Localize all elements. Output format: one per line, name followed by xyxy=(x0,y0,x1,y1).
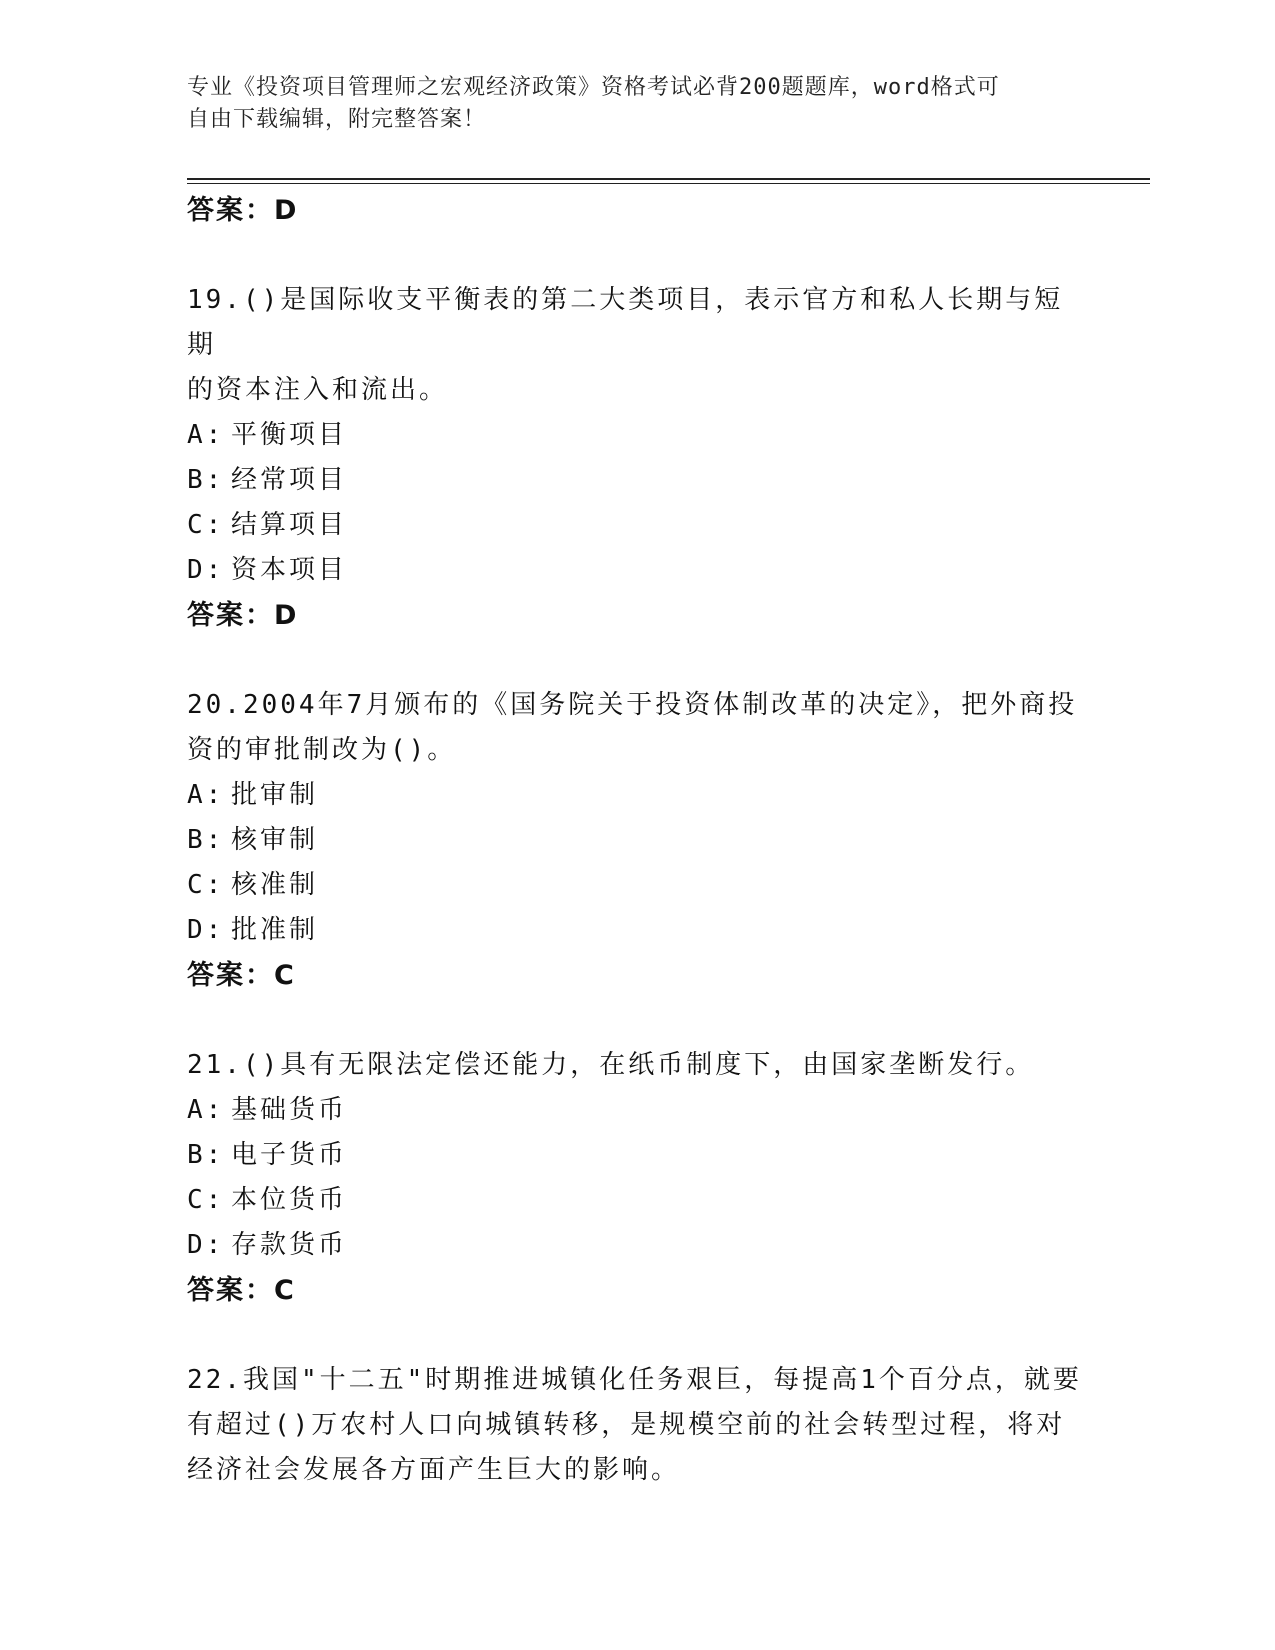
spacer xyxy=(187,233,1087,278)
option-letter: B: xyxy=(187,825,225,855)
header-divider-thin xyxy=(187,183,1150,184)
question-text xyxy=(187,683,1087,773)
question-text-line: 20.2004年7月颁布的《国务院关于投资体制改革的决定》，把外商投 xyxy=(187,690,1078,720)
question-20 xyxy=(187,683,1087,998)
question-text-line: 有超过()万农村人口向城镇转移，是规模空前的社会转型过程，将对 xyxy=(187,1410,1066,1440)
question-19 xyxy=(187,278,1087,638)
option-letter: B: xyxy=(187,1140,225,1170)
option-text: 核准制 xyxy=(231,870,319,900)
option-text: 存款货币 xyxy=(231,1230,348,1260)
option-b xyxy=(187,1133,1087,1178)
question-text-line: 19.()是国际收支平衡表的第二大类项目，表示官方和私人长期与短期 xyxy=(187,285,1064,360)
option-text: 经常项目 xyxy=(231,465,348,495)
option-b xyxy=(187,818,1087,863)
header-line-2: 自由下载编辑，附完整答案！ xyxy=(187,107,487,132)
option-letter: C: xyxy=(187,1185,225,1215)
option-a xyxy=(187,1088,1087,1133)
option-c xyxy=(187,503,1087,548)
option-text: 核审制 xyxy=(231,825,319,855)
header-divider xyxy=(187,178,1150,180)
option-b xyxy=(187,458,1087,503)
spacer xyxy=(187,638,1087,683)
page-header xyxy=(187,72,1067,136)
question-text xyxy=(187,278,1087,413)
option-text: 电子货币 xyxy=(231,1140,348,1170)
option-letter: C: xyxy=(187,870,225,900)
option-a xyxy=(187,413,1087,458)
answer-label: 答案：C xyxy=(187,1275,296,1306)
option-letter: D: xyxy=(187,1230,225,1260)
option-text: 批准制 xyxy=(231,915,319,945)
answer-label: 答案：C xyxy=(187,960,296,991)
answer-label: 答案：D xyxy=(187,600,299,631)
option-letter: D: xyxy=(187,915,225,945)
header-line-1: 专业《投资项目管理师之宏观经济政策》资格考试必背200题题库，word格式可 xyxy=(187,75,1000,100)
option-text: 批审制 xyxy=(231,780,319,810)
option-letter: A: xyxy=(187,1095,225,1125)
question-text-line: 的资本注入和流出。 xyxy=(187,375,449,405)
question-text xyxy=(187,1043,1087,1088)
question-22 xyxy=(187,1358,1087,1493)
question-text-line: 22.我国"十二五"时期推进城镇化任务艰巨，每提高1个百分点，就要 xyxy=(187,1365,1082,1395)
answer-label: 答案：D xyxy=(187,195,299,226)
option-letter: A: xyxy=(187,420,225,450)
option-d xyxy=(187,548,1087,593)
option-letter: D: xyxy=(187,555,225,585)
option-letter: C: xyxy=(187,510,225,540)
option-d xyxy=(187,1223,1087,1268)
question-text-line: 经济社会发展各方面产生巨大的影响。 xyxy=(187,1455,681,1485)
option-c xyxy=(187,1178,1087,1223)
option-letter: A: xyxy=(187,780,225,810)
spacer xyxy=(187,1313,1087,1358)
option-c xyxy=(187,863,1087,908)
option-a xyxy=(187,773,1087,818)
question-text xyxy=(187,1358,1087,1493)
option-text: 本位货币 xyxy=(231,1185,348,1215)
option-text: 平衡项目 xyxy=(231,420,348,450)
option-letter: B: xyxy=(187,465,225,495)
option-d xyxy=(187,908,1087,953)
question-text-line: 21.()具有无限法定偿还能力，在纸币制度下，由国家垄断发行。 xyxy=(187,1050,1035,1080)
question-text-line: 资的审批制改为()。 xyxy=(187,735,457,765)
option-text: 资本项目 xyxy=(231,555,348,585)
option-text: 基础货币 xyxy=(231,1095,348,1125)
document-body xyxy=(187,188,1087,1493)
spacer xyxy=(187,998,1087,1043)
question-21 xyxy=(187,1043,1087,1313)
option-text: 结算项目 xyxy=(231,510,348,540)
